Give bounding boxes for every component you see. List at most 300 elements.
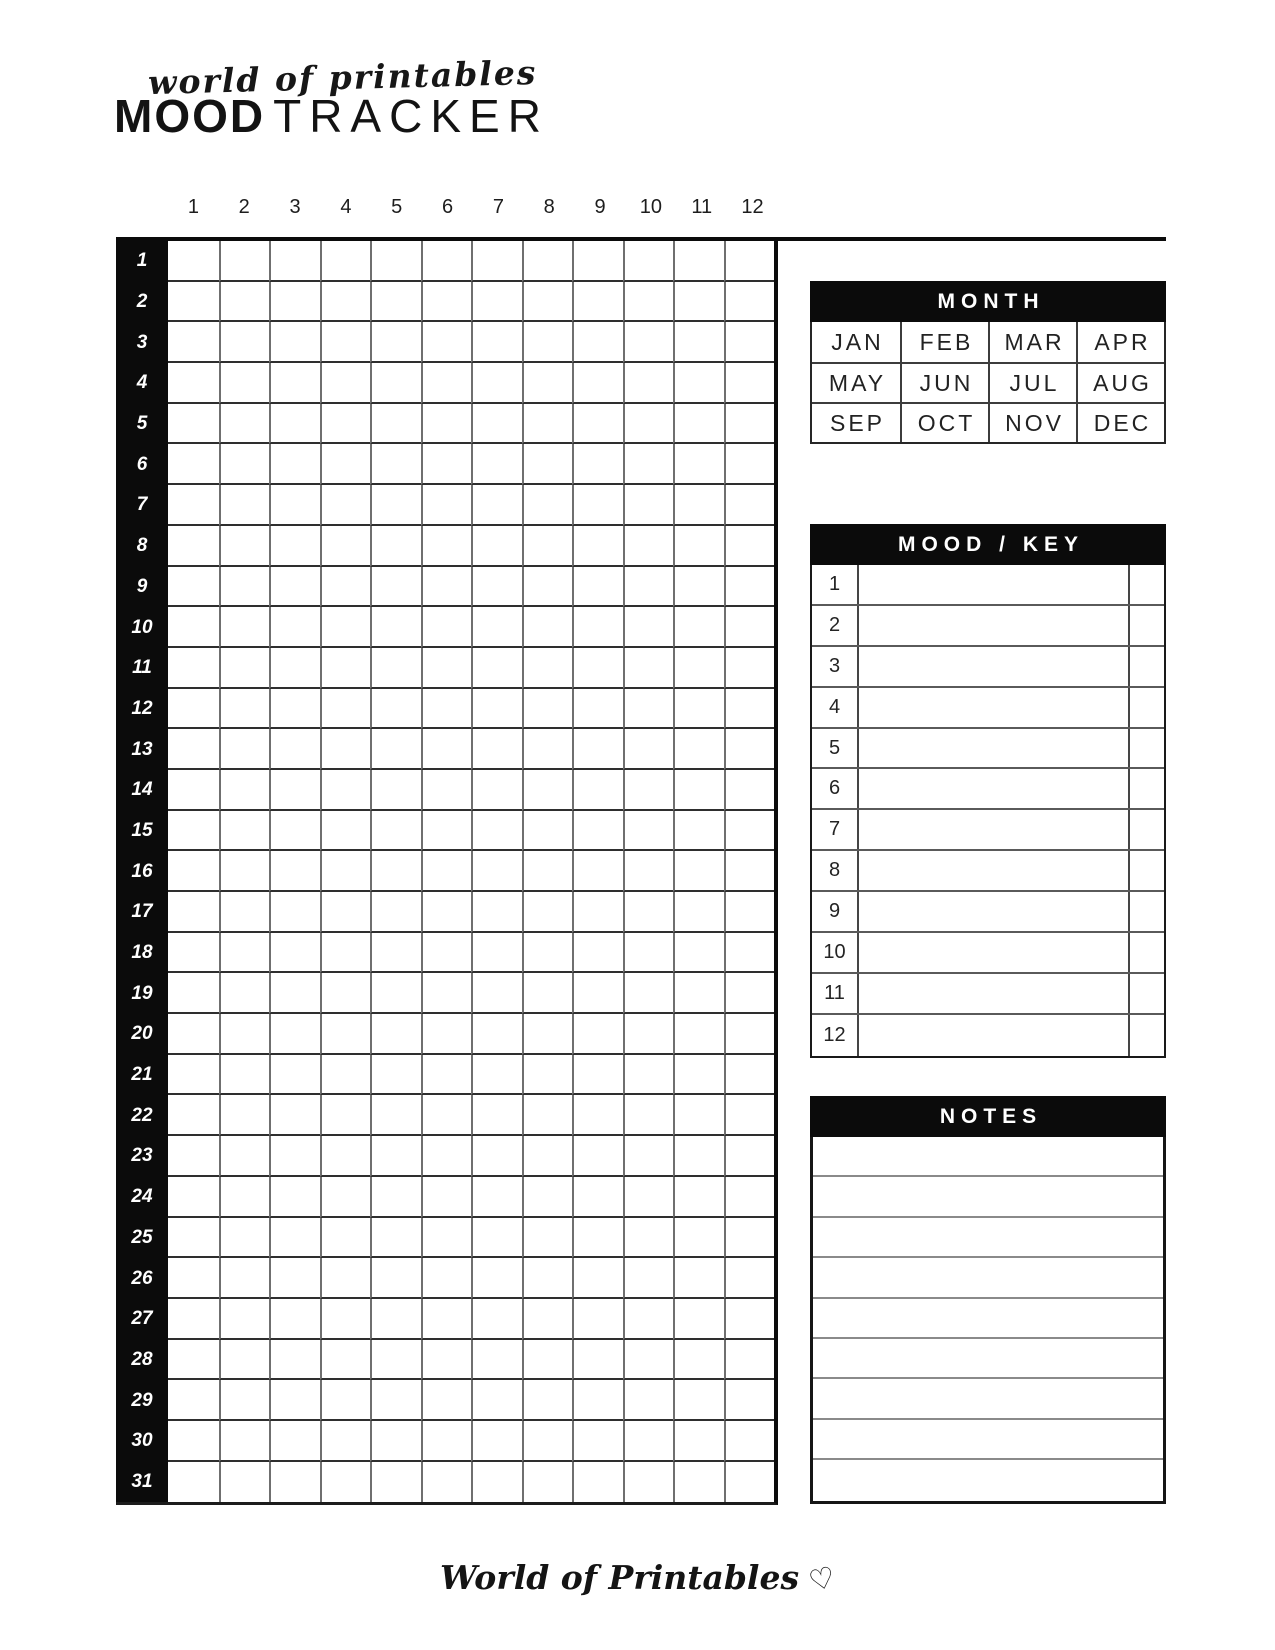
grid-cell-day13-col2: [219, 729, 270, 770]
grid-cell-day31-col3: [269, 1462, 320, 1503]
grid-cell-day24-col12: [724, 1177, 775, 1218]
mood-key-table: [810, 565, 1166, 1058]
grid-cell-day1-col5: [370, 241, 421, 282]
grid-cell-day30-col8: [522, 1421, 573, 1462]
grid-cell-day24-col3: [269, 1177, 320, 1218]
notes-line-8: [813, 1420, 1163, 1460]
grid-cell-day1-col11: [673, 241, 724, 282]
grid-cell-day18-col11: [673, 933, 724, 974]
mood-key-color-cell-1: [1128, 565, 1164, 604]
grid-cell-day9-col3: [269, 567, 320, 608]
grid-cell-day27-col12: [724, 1299, 775, 1340]
grid-cell-day10-col9: [572, 607, 623, 648]
grid-cell-day28-col7: [471, 1340, 522, 1381]
grid-row-label-14: 14: [116, 770, 168, 811]
grid-cell-day24-col11: [673, 1177, 724, 1218]
mood-key-number-5: 5: [812, 729, 859, 768]
mood-key-color-cell-7: [1128, 810, 1164, 849]
grid-cell-day8-col3: [269, 526, 320, 567]
grid-cell-day1-col10: [623, 241, 674, 282]
grid-cell-day10-col4: [320, 607, 371, 648]
grid-cell-day23-col6: [421, 1136, 472, 1177]
grid-cell-day5-col12: [724, 404, 775, 445]
grid-cell-day17-col4: [320, 892, 371, 933]
grid-cell-day23-col3: [269, 1136, 320, 1177]
grid-cell-day27-col10: [623, 1299, 674, 1340]
grid-column-header-2: 2: [238, 196, 250, 218]
grid-cell-day4-col9: [572, 363, 623, 404]
grid-cell-day18-col5: [370, 933, 421, 974]
mood-key-entry-line-9: [859, 892, 1128, 931]
grid-cell-day21-col4: [320, 1055, 371, 1096]
grid-cell-day28-col12: [724, 1340, 775, 1381]
grid-cell-day29-col7: [471, 1380, 522, 1421]
grid-column-header-1: 1: [187, 196, 199, 218]
mood-key-color-cell-3: [1128, 647, 1164, 686]
month-table: [810, 322, 1166, 444]
grid-row-label-9: 9: [116, 567, 168, 608]
grid-cell-day29-col3: [269, 1380, 320, 1421]
grid-column-header-10: 10: [639, 196, 662, 218]
grid-cell-day23-col11: [673, 1136, 724, 1177]
grid-cell-day16-col2: [219, 851, 270, 892]
grid-cell-day7-col10: [623, 485, 674, 526]
grid-cell-day26-col1: [168, 1258, 219, 1299]
grid-cell-day20-col12: [724, 1014, 775, 1055]
grid-cell-day16-col8: [522, 851, 573, 892]
grid-cell-day12-col6: [421, 689, 472, 730]
grid-cell-day31-col5: [370, 1462, 421, 1503]
grid-cell-day7-col11: [673, 485, 724, 526]
grid-cell-day28-col6: [421, 1340, 472, 1381]
grid-row-label-31: 31: [116, 1462, 168, 1503]
grid-cell-day9-col6: [421, 567, 472, 608]
grid-cell-day20-col6: [421, 1014, 472, 1055]
month-nov: NOV: [988, 402, 1076, 442]
mood-key-row-3: [812, 647, 1164, 688]
grid-cell-day11-col4: [320, 648, 371, 689]
grid-cell-day28-col4: [320, 1340, 371, 1381]
grid-cell-day18-col7: [471, 933, 522, 974]
grid-cell-day5-col5: [370, 404, 421, 445]
grid-cell-day16-col6: [421, 851, 472, 892]
grid-cell-day7-col9: [572, 485, 623, 526]
grid-cell-day19-col11: [673, 973, 724, 1014]
grid-cell-day13-col9: [572, 729, 623, 770]
grid-cell-day7-col2: [219, 485, 270, 526]
grid-cell-day22-col8: [522, 1095, 573, 1136]
notes-panel-header: NOTES: [810, 1096, 1166, 1137]
grid-row-label-3: 3: [116, 322, 168, 363]
grid-cell-day12-col7: [471, 689, 522, 730]
grid-cell-day24-col2: [219, 1177, 270, 1218]
grid-cell-day14-col6: [421, 770, 472, 811]
grid-cell-day8-col1: [168, 526, 219, 567]
grid-cell-day19-col6: [421, 973, 472, 1014]
grid-cell-day18-col10: [623, 933, 674, 974]
mood-key-entry-line-7: [859, 810, 1128, 849]
grid-cell-day13-col10: [623, 729, 674, 770]
mood-tracker-grid: [116, 241, 778, 1505]
grid-cell-day11-col12: [724, 648, 775, 689]
month-panel: [810, 281, 1166, 444]
mood-key-entry-line-12: [859, 1015, 1128, 1056]
grid-cell-day20-col10: [623, 1014, 674, 1055]
grid-cell-day29-col1: [168, 1380, 219, 1421]
grid-cell-day20-col3: [269, 1014, 320, 1055]
mood-key-number-8: 8: [812, 851, 859, 890]
grid-cell-day21-col12: [724, 1055, 775, 1096]
grid-cell-day29-col6: [421, 1380, 472, 1421]
grid-cell-day8-col6: [421, 526, 472, 567]
grid-cell-day11-col11: [673, 648, 724, 689]
grid-cell-day27-col7: [471, 1299, 522, 1340]
grid-cell-day25-col12: [724, 1218, 775, 1259]
grid-cell-day23-col7: [471, 1136, 522, 1177]
grid-cell-day8-col10: [623, 526, 674, 567]
grid-cell-day24-col1: [168, 1177, 219, 1218]
month-jun: JUN: [900, 362, 988, 402]
grid-cell-day29-col5: [370, 1380, 421, 1421]
grid-cell-day26-col12: [724, 1258, 775, 1299]
mood-key-entry-line-4: [859, 688, 1128, 727]
grid-cell-day20-col11: [673, 1014, 724, 1055]
grid-cell-day28-col9: [572, 1340, 623, 1381]
grid-cell-day28-col3: [269, 1340, 320, 1381]
grid-row-label-23: 23: [116, 1136, 168, 1177]
grid-cell-day12-col4: [320, 689, 371, 730]
grid-cell-day2-col6: [421, 282, 472, 323]
grid-cell-day14-col10: [623, 770, 674, 811]
grid-cell-day4-col6: [421, 363, 472, 404]
mood-key-color-cell-2: [1128, 606, 1164, 645]
grid-cell-day11-col3: [269, 648, 320, 689]
month-jan: JAN: [831, 328, 884, 355]
grid-cell-day6-col6: [421, 444, 472, 485]
grid-cell-day25-col4: [320, 1218, 371, 1259]
grid-row-label-2: 2: [116, 282, 168, 323]
grid-cell-day26-col9: [572, 1258, 623, 1299]
grid-cell-day9-col8: [522, 567, 573, 608]
mood-key-color-cell-8: [1128, 851, 1164, 890]
grid-cell-day20-col4: [320, 1014, 371, 1055]
grid-cell-day7-col3: [269, 485, 320, 526]
grid-cell-day8-col2: [219, 526, 270, 567]
grid-cell-day10-col2: [219, 607, 270, 648]
grid-cell-day2-col11: [673, 282, 724, 323]
mood-key-color-cell-4: [1128, 688, 1164, 727]
grid-cell-day19-col10: [623, 973, 674, 1014]
grid-cell-day26-col11: [673, 1258, 724, 1299]
grid-cell-day16-col1: [168, 851, 219, 892]
mood-key-entry-line-10: [859, 933, 1128, 972]
grid-row-label-8: 8: [116, 526, 168, 567]
grid-cell-day10-col1: [168, 607, 219, 648]
grid-cell-day22-col5: [370, 1095, 421, 1136]
grid-cell-day20-col7: [471, 1014, 522, 1055]
mood-key-number-6: 6: [812, 769, 859, 808]
grid-row-label-15: 15: [116, 811, 168, 852]
grid-cell-day2-col2: [219, 282, 270, 323]
page-title-tracker: TRACKER: [273, 90, 549, 142]
grid-cell-day9-col12: [724, 567, 775, 608]
grid-cell-day28-col2: [219, 1340, 270, 1381]
month-dec: DEC: [1076, 402, 1164, 442]
grid-cell-day4-col11: [673, 363, 724, 404]
notes-lines: [810, 1137, 1166, 1504]
grid-cell-day31-col8: [522, 1462, 573, 1503]
grid-cell-day12-col5: [370, 689, 421, 730]
notes-line-5: [813, 1299, 1163, 1339]
grid-cell-day23-col2: [219, 1136, 270, 1177]
grid-cell-day8-col8: [522, 526, 573, 567]
grid-cell-day29-col2: [219, 1380, 270, 1421]
grid-cell-day11-col6: [421, 648, 472, 689]
grid-cell-day10-col3: [269, 607, 320, 648]
month-oct: OCT: [900, 402, 988, 442]
grid-cell-day14-col9: [572, 770, 623, 811]
grid-cell-day17-col9: [572, 892, 623, 933]
grid-cell-day6-col10: [623, 444, 674, 485]
grid-cell-day22-col2: [219, 1095, 270, 1136]
grid-cell-day29-col11: [673, 1380, 724, 1421]
grid-cell-day19-col1: [168, 973, 219, 1014]
grid-cell-day7-col5: [370, 485, 421, 526]
notes-line-2: [813, 1177, 1163, 1217]
mood-key-entry-line-11: [859, 974, 1128, 1013]
month-aug: AUG: [1076, 362, 1164, 402]
month-may: MAY: [812, 362, 900, 402]
grid-cell-day9-col9: [572, 567, 623, 608]
grid-cell-day30-col7: [471, 1421, 522, 1462]
grid-cell-day26-col4: [320, 1258, 371, 1299]
notes-line-7: [813, 1379, 1163, 1419]
grid-cell-day2-col4: [320, 282, 371, 323]
grid-cell-day16-col4: [320, 851, 371, 892]
grid-cell-day6-col11: [673, 444, 724, 485]
grid-column-header-3: 3: [289, 196, 301, 218]
grid-cell-day2-col7: [471, 282, 522, 323]
grid-cell-day23-col10: [623, 1136, 674, 1177]
grid-cell-day22-col1: [168, 1095, 219, 1136]
grid-cell-day30-col11: [673, 1421, 724, 1462]
grid-cell-day23-col12: [724, 1136, 775, 1177]
grid-cell-day13-col4: [320, 729, 371, 770]
grid-row-label-18: 18: [116, 933, 168, 974]
grid-cell-day17-col5: [370, 892, 421, 933]
grid-cell-day24-col4: [320, 1177, 371, 1218]
grid-cell-day6-col12: [724, 444, 775, 485]
grid-cell-day21-col11: [673, 1055, 724, 1096]
grid-cell-day10-col5: [370, 607, 421, 648]
grid-cell-day9-col10: [623, 567, 674, 608]
grid-cell-day25-col2: [219, 1218, 270, 1259]
grid-row-label-24: 24: [116, 1177, 168, 1218]
grid-cell-day21-col9: [572, 1055, 623, 1096]
grid-cell-day17-col1: [168, 892, 219, 933]
month-apr: APR: [1076, 322, 1164, 362]
grid-row-label-26: 26: [116, 1258, 168, 1299]
grid-cell-day20-col2: [219, 1014, 270, 1055]
grid-cell-day8-col7: [471, 526, 522, 567]
grid-cell-day15-col4: [320, 811, 371, 852]
grid-row-label-6: 6: [116, 444, 168, 485]
grid-cell-day22-col12: [724, 1095, 775, 1136]
grid-cell-day16-col11: [673, 851, 724, 892]
grid-cell-day6-col7: [471, 444, 522, 485]
grid-cell-day11-col8: [522, 648, 573, 689]
grid-cell-day14-col8: [522, 770, 573, 811]
grid-cell-day7-col4: [320, 485, 371, 526]
grid-cell-day11-col9: [572, 648, 623, 689]
grid-cell-day21-col5: [370, 1055, 421, 1096]
grid-cell-day20-col8: [522, 1014, 573, 1055]
grid-cell-day9-col2: [219, 567, 270, 608]
grid-cell-day3-col3: [269, 322, 320, 363]
grid-cell-day31-col7: [471, 1462, 522, 1503]
grid-cell-day27-col11: [673, 1299, 724, 1340]
grid-cell-day3-col11: [673, 322, 724, 363]
grid-cell-day3-col5: [370, 322, 421, 363]
grid-cell-day27-col9: [572, 1299, 623, 1340]
notes-line-6: [813, 1339, 1163, 1379]
grid-cell-day9-col7: [471, 567, 522, 608]
grid-cell-day9-col1: [168, 567, 219, 608]
footer-logo: [0, 1558, 1275, 1597]
grid-cell-day12-col2: [219, 689, 270, 730]
grid-cell-day13-col1: [168, 729, 219, 770]
grid-cell-day17-col10: [623, 892, 674, 933]
grid-cell-day17-col11: [673, 892, 724, 933]
grid-column-header-11: 11: [691, 196, 713, 218]
grid-column-header-4: 4: [340, 196, 352, 218]
grid-cell-day10-col7: [471, 607, 522, 648]
grid-row-label-22: 22: [116, 1095, 168, 1136]
grid-cell-day2-col12: [724, 282, 775, 323]
grid-row-label-16: 16: [116, 851, 168, 892]
grid-cell-day3-col10: [623, 322, 674, 363]
grid-cell-day30-col3: [269, 1421, 320, 1462]
grid-column-headers: [168, 196, 778, 224]
grid-cell-day27-col1: [168, 1299, 219, 1340]
grid-cell-day14-col4: [320, 770, 371, 811]
grid-cell-day4-col2: [219, 363, 270, 404]
grid-cell-day4-col5: [370, 363, 421, 404]
grid-cell-day25-col3: [269, 1218, 320, 1259]
grid-cell-day1-col7: [471, 241, 522, 282]
grid-cell-day31-col4: [320, 1462, 371, 1503]
grid-row-label-27: 27: [116, 1299, 168, 1340]
grid-cell-day18-col3: [269, 933, 320, 974]
grid-cell-day13-col6: [421, 729, 472, 770]
month-panel-header: MONTH: [810, 281, 1166, 322]
grid-cell-day21-col10: [623, 1055, 674, 1096]
grid-cell-day30-col6: [421, 1421, 472, 1462]
grid-cell-day17-col12: [724, 892, 775, 933]
grid-row-label-1: 1: [116, 241, 168, 282]
grid-cell-day18-col6: [421, 933, 472, 974]
grid-row-label-10: 10: [116, 607, 168, 648]
grid-cell-day29-col8: [522, 1380, 573, 1421]
grid-cell-day28-col11: [673, 1340, 724, 1381]
grid-column-header-7: 7: [492, 196, 504, 218]
grid-cell-day29-col10: [623, 1380, 674, 1421]
grid-cell-day8-col12: [724, 526, 775, 567]
grid-row-label-28: 28: [116, 1340, 168, 1381]
grid-cell-day24-col10: [623, 1177, 674, 1218]
grid-cell-day2-col3: [269, 282, 320, 323]
grid-cell-day3-col1: [168, 322, 219, 363]
grid-cell-day15-col9: [572, 811, 623, 852]
mood-key-entry-line-5: [859, 729, 1128, 768]
grid-cell-day4-col1: [168, 363, 219, 404]
grid-cell-day10-col10: [623, 607, 674, 648]
page-title-mood: MOOD: [114, 90, 266, 142]
grid-cell-day31-col12: [724, 1462, 775, 1503]
grid-cell-day1-col3: [269, 241, 320, 282]
grid-cell-day5-col7: [471, 404, 522, 445]
grid-cell-day28-col10: [623, 1340, 674, 1381]
notes-line-9: [813, 1460, 1163, 1500]
grid-cell-day15-col8: [522, 811, 573, 852]
grid-cell-day14-col11: [673, 770, 724, 811]
grid-cell-day1-col2: [219, 241, 270, 282]
grid-row-label-7: 7: [116, 485, 168, 526]
grid-column-header-6: 6: [441, 196, 454, 218]
grid-cell-day22-col4: [320, 1095, 371, 1136]
grid-cell-day6-col4: [320, 444, 371, 485]
grid-cell-day3-col2: [219, 322, 270, 363]
grid-cell-day14-col1: [168, 770, 219, 811]
grid-cell-day18-col4: [320, 933, 371, 974]
grid-cell-day19-col3: [269, 973, 320, 1014]
grid-cell-day21-col7: [471, 1055, 522, 1096]
grid-cell-day4-col10: [623, 363, 674, 404]
grid-cell-day12-col3: [269, 689, 320, 730]
mood-key-number-7: 7: [812, 810, 859, 849]
grid-cell-day5-col8: [522, 404, 573, 445]
grid-cell-day22-col6: [421, 1095, 472, 1136]
grid-cell-day13-col8: [522, 729, 573, 770]
grid-row-label-21: 21: [116, 1055, 168, 1096]
grid-cell-day8-col9: [572, 526, 623, 567]
grid-cell-day16-col12: [724, 851, 775, 892]
mood-key-number-9: 9: [812, 892, 859, 931]
grid-cell-day18-col1: [168, 933, 219, 974]
grid-cell-day25-col5: [370, 1218, 421, 1259]
grid-cell-day7-col6: [421, 485, 472, 526]
mood-key-row-8: [812, 851, 1164, 892]
month-sep: SEP: [812, 402, 900, 442]
grid-cell-day26-col10: [623, 1258, 674, 1299]
grid-cell-day27-col2: [219, 1299, 270, 1340]
grid-cell-day18-col12: [724, 933, 775, 974]
grid-cell-day15-col5: [370, 811, 421, 852]
grid-cell-day10-col6: [421, 607, 472, 648]
grid-cell-day5-col3: [269, 404, 320, 445]
grid-cell-day19-col7: [471, 973, 522, 1014]
footer-logo-text: World of Printables: [439, 1558, 800, 1597]
grid-cell-day26-col8: [522, 1258, 573, 1299]
grid-cell-day21-col8: [522, 1055, 573, 1096]
mood-key-entry-line-3: [859, 647, 1128, 686]
grid-cell-day14-col5: [370, 770, 421, 811]
grid-cell-day25-col6: [421, 1218, 472, 1259]
grid-cell-day22-col7: [471, 1095, 522, 1136]
grid-cell-day24-col5: [370, 1177, 421, 1218]
grid-cell-day24-col7: [471, 1177, 522, 1218]
grid-cell-day6-col2: [219, 444, 270, 485]
